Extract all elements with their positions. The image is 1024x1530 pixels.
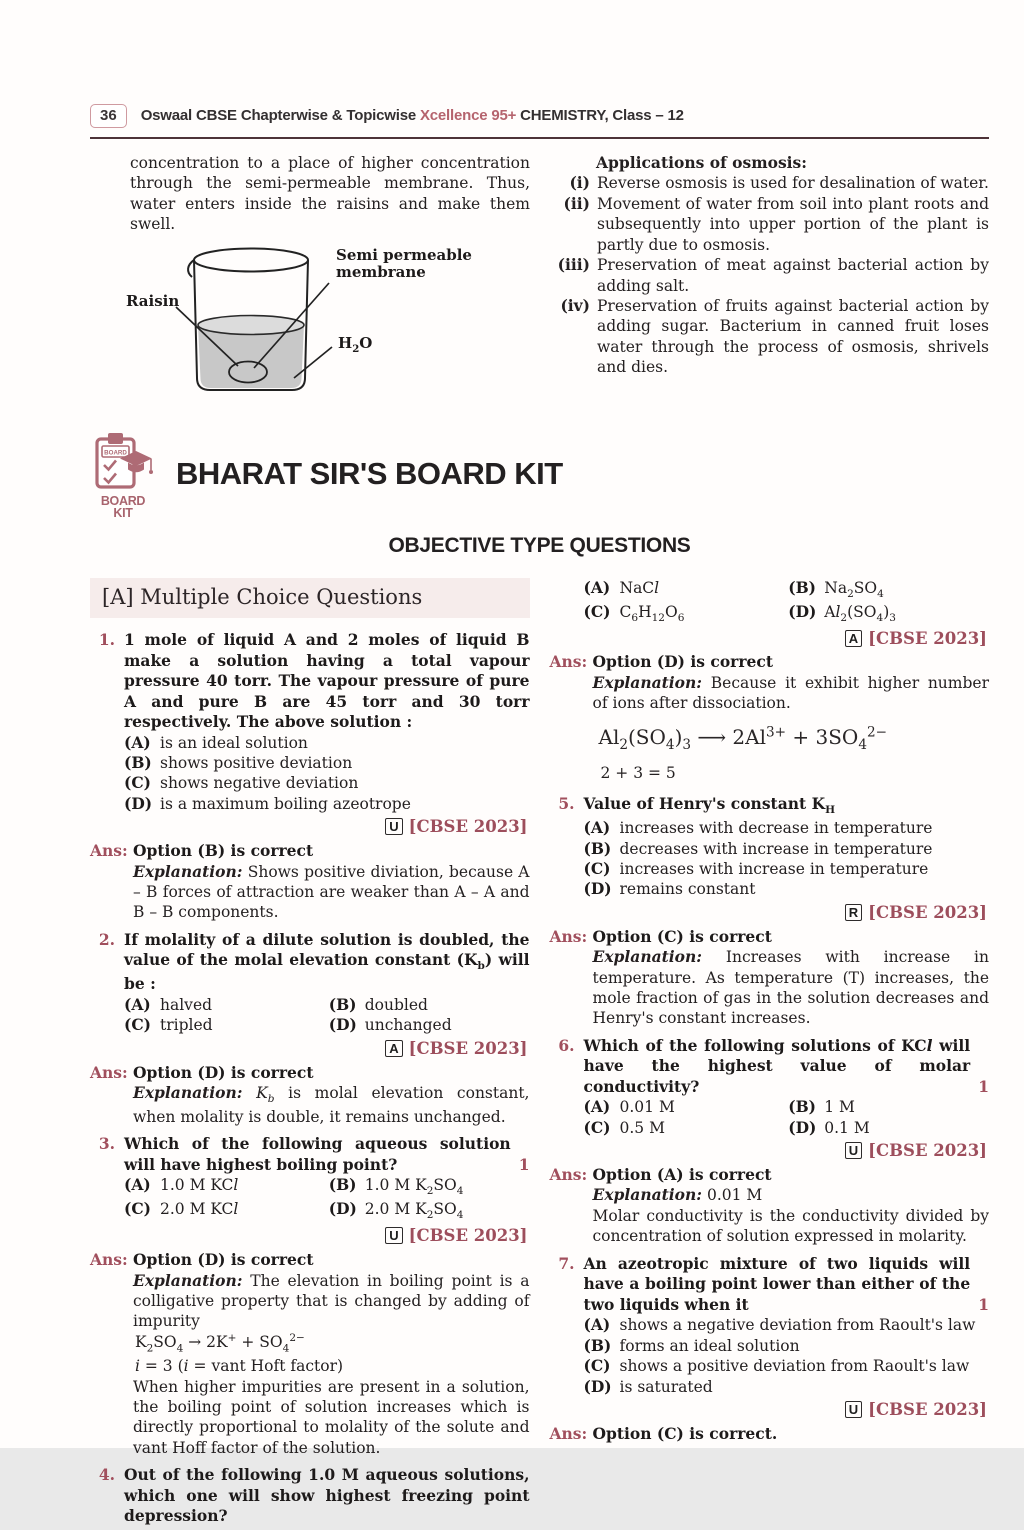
option-text: increases with increase in temperature bbox=[619, 860, 929, 878]
application-item bbox=[550, 255, 989, 296]
option-letter: (D) bbox=[124, 793, 153, 813]
option-text: 2.0 M KCl bbox=[160, 1200, 239, 1219]
option-text: $C_6H_{12}O_6$ bbox=[619, 602, 685, 624]
beaker-mouth bbox=[194, 248, 308, 271]
page-number-badge: 36 bbox=[90, 104, 127, 128]
option-c bbox=[124, 773, 530, 793]
ans-label: Ans: bbox=[90, 1250, 128, 1270]
ans-label: Ans: bbox=[90, 1062, 128, 1082]
answer-1 bbox=[90, 841, 530, 923]
answer-result: Option (C) is correct. bbox=[592, 1423, 778, 1443]
explanation-value: 0.01 M bbox=[706, 1186, 763, 1205]
option-text: shows a negative deviation from Raoult's law bbox=[619, 1316, 976, 1335]
svg-text:BOARD: BOARD bbox=[104, 449, 127, 457]
membrane-label: Semi permeable membrane bbox=[336, 245, 472, 281]
option-letter: (C) bbox=[583, 601, 611, 621]
answer-result: Option (A) is correct bbox=[592, 1164, 772, 1184]
option-a bbox=[584, 818, 990, 838]
option-a bbox=[584, 1097, 785, 1117]
answer-result: Option (D) is correct bbox=[592, 652, 773, 672]
board-kit-heading: BHARAT SIR'S BOARD KIT bbox=[176, 455, 563, 491]
mcq-section-heading: [A] Multiple Choice Questions bbox=[90, 578, 530, 619]
option-letter: (B) bbox=[583, 838, 612, 858]
option-letter: (B) bbox=[788, 1097, 817, 1117]
question-1 bbox=[90, 630, 530, 838]
bloom-tag-letter: U bbox=[845, 1142, 862, 1159]
question-number: 4. bbox=[98, 1465, 115, 1485]
explanation-text: $K_b$ is molal elevation constant, when molality is double, it remains unchanged. bbox=[133, 1083, 530, 1126]
ans-label: Ans: bbox=[549, 1423, 588, 1443]
option-text: shows negative deviation bbox=[160, 774, 359, 793]
answer-6 bbox=[550, 1165, 990, 1247]
bloom-tag-letter: U bbox=[385, 818, 402, 835]
water-label: $H_2O$ bbox=[338, 333, 373, 355]
answer-5 bbox=[550, 927, 990, 1029]
option-letter: (C) bbox=[124, 1199, 152, 1219]
option-letter: (A) bbox=[583, 577, 611, 597]
ans-label: Ans: bbox=[90, 841, 128, 861]
option-b bbox=[584, 1336, 990, 1356]
option-letter: (B) bbox=[328, 994, 357, 1014]
cbse-source-tag: [CBSE 2023] bbox=[408, 1038, 528, 1058]
board-kit-caption-line2: KIT bbox=[113, 505, 133, 520]
board-kit-banner bbox=[90, 429, 989, 520]
application-numeral: (iv) bbox=[560, 295, 590, 315]
question-7 bbox=[550, 1254, 990, 1421]
answer-3 bbox=[90, 1250, 530, 1458]
applications-heading: Applications of osmosis: bbox=[596, 152, 808, 172]
application-text: Movement of water from soil into plant roots and subsequently into upper portion of the plant is partly due to osmosis. bbox=[597, 194, 989, 254]
book-title bbox=[141, 106, 684, 126]
option-letter: (A) bbox=[583, 1097, 611, 1117]
bloom-tag-letter: A bbox=[385, 1040, 402, 1057]
application-item bbox=[550, 296, 989, 378]
option-text: 0.5 M bbox=[619, 1118, 665, 1137]
board-kit-icon-block bbox=[90, 429, 156, 520]
option-text: 1.0 M $K_2SO_4$ bbox=[364, 1176, 464, 1198]
board-kit-caption-line1: BOARD bbox=[100, 494, 146, 509]
answer-explanation bbox=[133, 1271, 530, 1332]
option-b bbox=[584, 839, 990, 859]
option-letter: (C) bbox=[124, 1015, 152, 1035]
question-marks: 1 bbox=[518, 1154, 530, 1174]
question-text: 1 mole of liquid A and 2 moles of liquid B make a solution having a total vapour pressure 40 torr. The vapour pressure of pure A and pure B are 45 torr and 30 torr respectively. The above solution : bbox=[124, 630, 530, 732]
answer-explanation bbox=[133, 862, 530, 923]
question-number: 7. bbox=[558, 1253, 575, 1273]
option-text: remains constant bbox=[619, 880, 756, 899]
cbse-source-tag: [CBSE 2023] bbox=[868, 902, 987, 922]
option-text: doubled bbox=[364, 995, 428, 1014]
clipboard-graduation-icon bbox=[90, 449, 156, 495]
explanation-text: The elevation in boiling point is a colligative property that is changed by adding of impurity bbox=[133, 1271, 530, 1331]
option-b bbox=[124, 753, 530, 773]
answer-result: Option (D) is correct bbox=[133, 1250, 314, 1270]
option-letter: (C) bbox=[124, 773, 152, 793]
question-number: 3. bbox=[98, 1134, 115, 1154]
question-text: An azeotropic mixture of two liquids will have a boiling point lower than either of the two liquids when it bbox=[583, 1253, 971, 1314]
explanation-label: Explanation: bbox=[133, 1270, 243, 1290]
option-text: is an ideal solution bbox=[160, 733, 308, 752]
question-text: Value of Henry's constant $K_H$ bbox=[583, 794, 836, 817]
top-left-column bbox=[90, 153, 530, 413]
option-letter: (C) bbox=[583, 859, 611, 878]
top-right-column bbox=[550, 153, 989, 413]
question-marks: 1 bbox=[978, 1076, 989, 1096]
question-6 bbox=[550, 1036, 990, 1162]
option-c bbox=[584, 1356, 990, 1376]
cbse-source-tag: [CBSE 2023] bbox=[408, 1226, 528, 1246]
option-letter: (A) bbox=[583, 1315, 611, 1335]
option-text: $Al_2(SO_4)_3$ bbox=[824, 602, 896, 624]
option-d bbox=[584, 879, 990, 899]
question-tag bbox=[90, 816, 528, 838]
question-marks: 1 bbox=[978, 1294, 989, 1314]
option-letter: (B) bbox=[583, 1335, 612, 1355]
mcq-left-column bbox=[90, 578, 530, 1530]
question-number: 1. bbox=[98, 630, 115, 650]
dissociation-formula: $K_2SO_4 \to 2K^+ + SO_4^{2-}$ bbox=[135, 1331, 305, 1355]
raisin-shape bbox=[229, 361, 267, 382]
book-title-prefix: Oswaal CBSE Chapterwise & Topicwise bbox=[140, 107, 416, 124]
option-letter: (B) bbox=[328, 1175, 357, 1195]
option-letter: (D) bbox=[328, 1015, 357, 1035]
option-text: 2.0 M $K_2SO_4$ bbox=[364, 1200, 464, 1222]
application-item bbox=[550, 173, 989, 193]
page-header bbox=[90, 104, 989, 139]
question-tag bbox=[90, 1225, 528, 1247]
option-letter: (B) bbox=[788, 577, 817, 597]
option-text: shows positive deviation bbox=[160, 753, 353, 772]
option-c bbox=[584, 859, 990, 879]
application-text: Reverse osmosis is used for desalination of water. bbox=[597, 174, 989, 193]
mcq-section bbox=[90, 578, 989, 1530]
option-text: $Na_2SO_4$ bbox=[824, 578, 884, 600]
option-b bbox=[329, 1175, 530, 1199]
bloom-tag-letter: U bbox=[385, 1227, 402, 1244]
top-section bbox=[90, 153, 989, 413]
answer-explanation bbox=[593, 947, 990, 1029]
beaker-illustration bbox=[126, 245, 536, 413]
answer-result: Option (C) is correct bbox=[592, 926, 772, 946]
osmosis-beaker-diagram bbox=[126, 245, 536, 413]
option-letter: (C) bbox=[583, 1117, 611, 1137]
answer-explanation bbox=[593, 1185, 990, 1205]
explanation-continued: Molar conductivity is the conductivity divided by concentration of solution expressed in molarity. bbox=[592, 1206, 989, 1246]
application-numeral: (ii) bbox=[563, 193, 590, 213]
bloom-tag-letter: U bbox=[845, 1401, 862, 1418]
question-5 bbox=[550, 794, 990, 924]
book-title-highlight: Xcellence 95+ bbox=[419, 107, 517, 124]
explanation-text: Increases with increase in temperature. As temperature (T) increases, the mole fraction of gas in the solution decreases and Henry's constant increases. bbox=[592, 948, 989, 1028]
option-text: is saturated bbox=[619, 1377, 713, 1396]
explanation-text: Because it exhibit higher number of ions after dissociation. bbox=[592, 673, 989, 713]
question-text: Out of the following 1.0 M aqueous solutions, which one will show highest freezing point depression? bbox=[124, 1465, 530, 1526]
application-item bbox=[550, 194, 989, 255]
option-letter: (B) bbox=[124, 752, 152, 772]
cbse-source-tag: [CBSE 2023] bbox=[408, 817, 528, 837]
application-numeral: (i) bbox=[569, 173, 590, 193]
option-text: 1 M bbox=[824, 1098, 855, 1117]
question-tag bbox=[550, 1399, 988, 1421]
option-c bbox=[124, 1199, 325, 1223]
answer-result: Option (B) is correct bbox=[133, 841, 314, 861]
question-3 bbox=[90, 1134, 530, 1247]
option-letter: (D) bbox=[788, 601, 817, 621]
application-numeral: (iii) bbox=[557, 255, 590, 275]
option-letter: (C) bbox=[583, 1356, 611, 1376]
option-letter: (D) bbox=[788, 1117, 817, 1137]
ans-label: Ans: bbox=[549, 926, 588, 946]
question-tag bbox=[550, 902, 988, 924]
raisin-label: Raisin bbox=[126, 291, 180, 310]
dissociation-equation: $Al_2(SO_4)_3$ ⟶ $2Al^{3+} + 3SO_4^{2-}$ bbox=[598, 724, 888, 753]
bloom-tag-letter: R bbox=[845, 904, 862, 921]
explanation-label: Explanation: bbox=[592, 1185, 703, 1205]
option-c bbox=[584, 602, 785, 626]
option-text: halved bbox=[160, 995, 213, 1014]
option-text: tripled bbox=[160, 1016, 213, 1035]
question-tag bbox=[550, 628, 988, 650]
option-c bbox=[584, 1118, 785, 1138]
option-d bbox=[329, 1199, 530, 1223]
explanation-label: Explanation: bbox=[133, 861, 243, 881]
application-text: Preservation of fruits against bacterial action by adding sugar. Bacterium in canned fruit loses water through the process of osmosis, shrivels and dies. bbox=[597, 296, 989, 377]
question-text: Which of the following solutions of KCl will have the highest value of molar conductivity? bbox=[583, 1035, 971, 1096]
option-text: decreases with increase in temperature bbox=[619, 839, 933, 858]
vant-hoff-line: i = 3 (i = vant Hoft factor) bbox=[135, 1357, 344, 1376]
option-d bbox=[584, 1377, 990, 1397]
option-text: NaCl bbox=[619, 578, 660, 597]
question-4-options bbox=[550, 578, 990, 650]
mcq-right-column bbox=[550, 578, 990, 1530]
ans-label: Ans: bbox=[549, 1164, 588, 1184]
option-letter: (D) bbox=[583, 879, 612, 899]
option-d bbox=[788, 602, 989, 626]
cbse-source-tag: [CBSE 2023] bbox=[868, 628, 987, 648]
answer-7 bbox=[550, 1424, 990, 1444]
answer-explanation bbox=[133, 1083, 530, 1127]
option-letter: (A) bbox=[124, 1175, 151, 1195]
option-letter: (D) bbox=[583, 1376, 612, 1396]
explanation-continued: When higher impurities are present in a solution, the boiling point of solution increases which is directly proportional to molality of the solute and vant Hoff factor of the solution. bbox=[133, 1377, 530, 1457]
cbse-source-tag: [CBSE 2023] bbox=[868, 1399, 987, 1419]
option-text: forms an ideal solution bbox=[619, 1336, 800, 1355]
answer-result: Option (D) is correct bbox=[133, 1062, 314, 1082]
option-text: shows a positive deviation from Raoult's law bbox=[619, 1357, 970, 1376]
intro-paragraph: concentration to a place of higher concentration through the semi-permeable membrane. Thus, water enters inside the raisins and make them swell. bbox=[130, 153, 530, 234]
ans-label: Ans: bbox=[549, 652, 588, 672]
answer-explanation bbox=[593, 673, 990, 714]
bloom-tag-letter: A bbox=[845, 630, 862, 647]
option-a bbox=[124, 733, 530, 753]
option-text: increases with decrease in temperature bbox=[619, 819, 933, 838]
option-letter: (D) bbox=[328, 1199, 357, 1219]
option-text: 0.1 M bbox=[824, 1118, 870, 1137]
option-a bbox=[584, 578, 785, 602]
cbse-source-tag: [CBSE 2023] bbox=[868, 1141, 987, 1161]
explanation-text: Shows positive diviation, because A – B forces of attraction are weaker than A – A and B – B components. bbox=[133, 862, 530, 922]
answer-2 bbox=[90, 1063, 530, 1128]
option-d bbox=[329, 1015, 530, 1035]
explanation-label: Explanation: bbox=[133, 1082, 243, 1102]
answer-4 bbox=[550, 652, 990, 787]
option-letter: (A) bbox=[124, 732, 151, 752]
option-d bbox=[788, 1118, 989, 1138]
option-a bbox=[124, 1175, 325, 1199]
option-b bbox=[788, 578, 989, 602]
option-a bbox=[584, 1315, 990, 1335]
ion-sum-line: 2 + 3 = 5 bbox=[600, 763, 676, 782]
question-text: Which of the following aqueous solution will have highest boiling point? bbox=[124, 1134, 511, 1174]
objective-type-questions-title: OBJECTIVE TYPE QUESTIONS bbox=[388, 533, 691, 557]
book-title-suffix: CHEMISTRY, Class – 12 bbox=[520, 107, 684, 124]
question-number: 5. bbox=[558, 794, 575, 814]
question-number: 2. bbox=[98, 929, 115, 949]
question-2 bbox=[90, 930, 530, 1060]
option-b bbox=[788, 1097, 989, 1117]
option-d bbox=[124, 794, 530, 814]
question-tag bbox=[550, 1140, 988, 1162]
option-text: 1.0 M KCl bbox=[160, 1176, 239, 1195]
question-text: If molality of a dilute solution is doubled, the value of the molal elevation constant $(K_b)$ will be : bbox=[124, 929, 530, 994]
water-surface bbox=[198, 315, 304, 334]
question-number: 6. bbox=[558, 1035, 575, 1055]
explanation-label: Explanation: bbox=[592, 947, 703, 967]
option-c bbox=[124, 1015, 325, 1035]
option-letter: (A) bbox=[583, 818, 611, 838]
option-text: 0.01 M bbox=[619, 1098, 675, 1117]
application-text: Preservation of meat against bacterial action by adding salt. bbox=[597, 256, 989, 295]
option-a bbox=[124, 995, 325, 1015]
question-tag bbox=[90, 1038, 528, 1060]
option-letter: (A) bbox=[124, 994, 151, 1014]
explanation-label: Explanation: bbox=[592, 672, 703, 692]
option-b bbox=[329, 995, 530, 1015]
question-4 bbox=[90, 1465, 530, 1526]
option-text: unchanged bbox=[364, 1016, 452, 1035]
option-text: is a maximum boiling azeotrope bbox=[160, 794, 411, 813]
